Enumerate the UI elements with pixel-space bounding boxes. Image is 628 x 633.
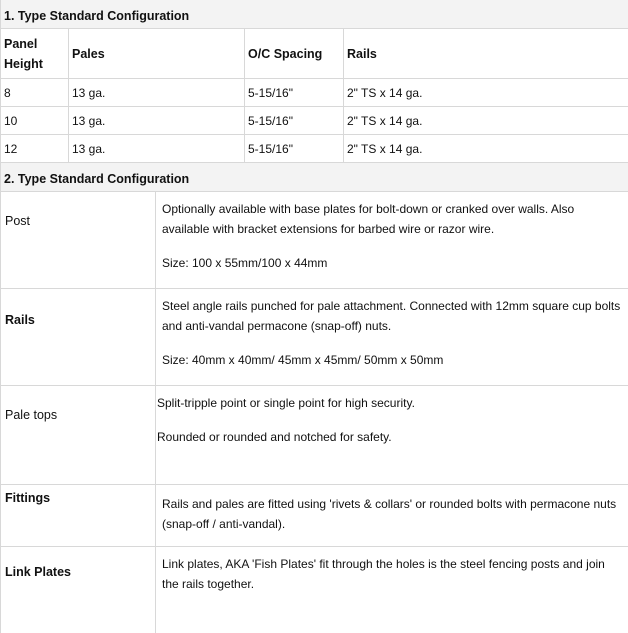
spec-desc-link-plates-text: Link plates, AKA 'Fish Plates' fit through the holes is the steel fencing posts and join the rails together. <box>162 557 605 591</box>
header-panel-height-label: Panel Height <box>4 36 43 71</box>
spec-label-fittings: Fittings <box>1 485 156 546</box>
cell-rails: 2" TS x 14 ga. <box>347 85 423 100</box>
cell-oc-spacing: 5-15/16" <box>245 79 344 106</box>
cell-rails: 2" TS x 14 ga. <box>347 141 423 156</box>
table-row <box>1 107 628 135</box>
spec-desc-rails-size: Size: 40mm x 40mm/ 45mm x 45mm/ 50mm x 50mm <box>162 353 444 367</box>
spec-label-post: Post <box>1 192 156 288</box>
table-row <box>1 135 628 163</box>
spec-label-pale-tops: Pale tops <box>1 386 156 484</box>
spec-desc-post <box>156 192 628 288</box>
section1-header-row <box>1 29 628 79</box>
spec-row-link-plates <box>1 547 628 633</box>
spec-row-fittings <box>1 485 628 547</box>
cell-pales: 13 ga. <box>69 107 245 134</box>
header-panel-height <box>1 29 69 78</box>
spec-desc-pale-tops <box>156 386 628 484</box>
cell-pales: 13 ga. <box>69 135 245 162</box>
header-oc-spacing: O/C Spacing <box>245 29 344 78</box>
cell-panel-height: 12 <box>1 135 69 162</box>
section1-title-row <box>1 0 628 29</box>
header-pales: Pales <box>69 29 245 78</box>
spec-desc-fittings-text: Rails and pales are fitted using 'rivets & collars' or rounded bolts with permacone nuts (snap-off / anti-vandal). <box>162 497 617 531</box>
spec-row-pale-tops <box>1 386 628 485</box>
cell-rails: 2" TS x 14 ga. <box>347 113 423 128</box>
spec-desc-post-size: Size: 100 x 55mm/100 x 44mm <box>162 256 328 270</box>
section2-title: 2. Type Standard Configuration <box>1 163 628 191</box>
cell-pales: 13 ga. <box>69 79 245 106</box>
spec-row-rails <box>1 289 628 386</box>
table-row <box>1 79 628 107</box>
cell-panel-height: 10 <box>1 107 69 134</box>
spec-desc-link-plates <box>156 547 628 633</box>
spec-desc-post-text: Optionally available with base plates for bolt-down or cranked over walls. Also available with bracket extensions for barbed wire or razor wire. <box>162 202 575 236</box>
section2-title-row <box>1 163 628 192</box>
spec-desc-rails-text: Steel angle rails punched for pale attachment. Connected with 12mm square cup bolts and anti-vandal permacone (snap-off) nuts. <box>162 299 621 333</box>
cell-panel-height: 8 <box>1 79 69 106</box>
header-rails: Rails <box>347 46 377 61</box>
spec-desc-pale-tops-safety: Rounded or rounded and notched for safety. <box>157 430 392 444</box>
spec-label-link-plates: Link Plates <box>1 547 156 633</box>
cell-oc-spacing: 5-15/16" <box>245 135 344 162</box>
cell-oc-spacing: 5-15/16" <box>245 107 344 134</box>
spec-row-post <box>1 192 628 289</box>
spec-desc-pale-tops-text: Split-tripple point or single point for high security. <box>157 396 415 410</box>
spec-label-rails: Rails <box>1 289 156 385</box>
spec-desc-rails <box>156 289 628 385</box>
spec-desc-fittings <box>156 485 628 546</box>
section1-title: 1. Type Standard Configuration <box>1 0 628 28</box>
